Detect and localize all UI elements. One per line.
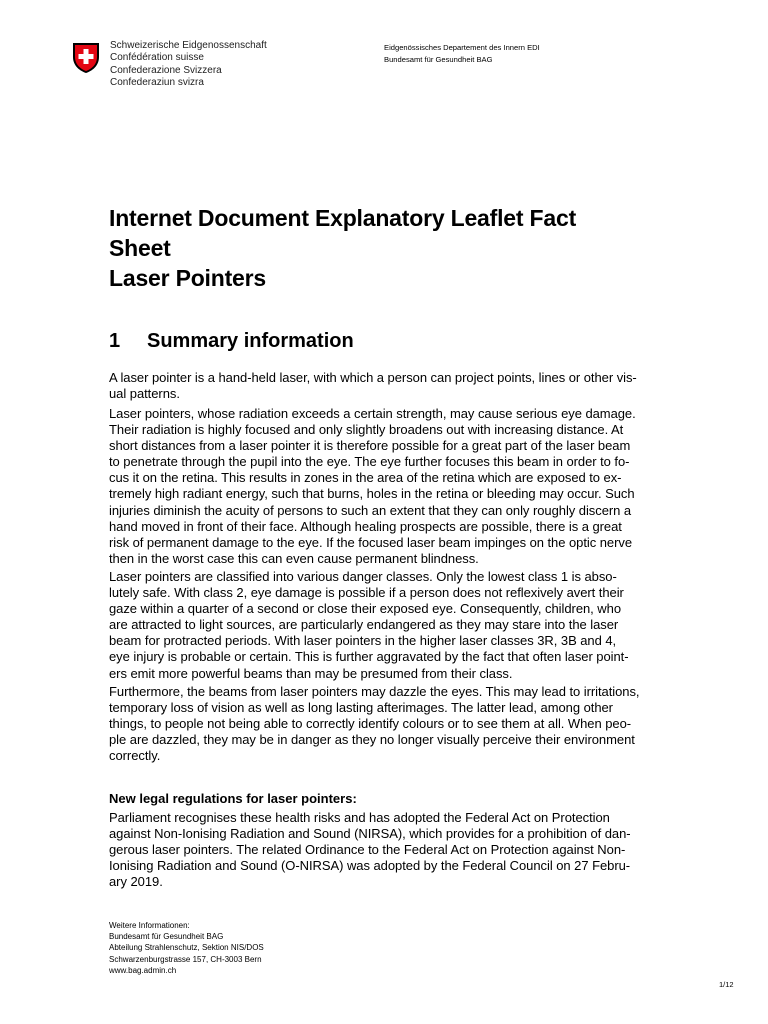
paragraph-line: hand moved in front of their face. Although healing prospects are possible, there is a great <box>109 518 622 534</box>
paragraph-3 <box>109 569 699 682</box>
confederation-names <box>110 40 267 90</box>
paragraph-line: ual patterns. <box>109 386 180 402</box>
paragraph-line: A laser pointer is a hand-held laser, with which a person can project points, lines or other vis- <box>109 370 637 385</box>
paragraph-line: are attracted to light sources, are particularly endangered as they may stare into the laser <box>109 617 619 633</box>
paragraph-line: risk of permanent damage to the eye. If the focused laser beam impinges on the optic nerve <box>109 534 633 550</box>
paragraph-line: to penetrate through the pupil into the eye. The eye further focuses this beam in order to fo- <box>109 454 630 470</box>
paragraph-line: tremely high radiant energy, such that burns, holes in the retina or bleeding may occur. Such <box>109 486 635 502</box>
paragraph-line: Laser pointers are classified into various danger classes. Only the lowest class 1 is abso- <box>109 569 617 584</box>
paragraph-line: against Non-Ionising Radiation and Sound (NIRSA), which provides for a prohibition of dan- <box>109 826 631 842</box>
department-name: Eidgenössisches Departement des Innern EDI <box>384 43 540 52</box>
regulations-paragraph <box>109 810 699 890</box>
paragraph-line: ary 2019. <box>109 874 163 890</box>
paragraph-line: beam for protracted periods. With laser pointers in the higher laser classes 3R, 3B and 4, <box>109 633 617 649</box>
page-header <box>70 38 710 108</box>
paragraph-line: gerous laser pointers. The related Ordinance to the Federal Act on Protection against Non- <box>109 842 626 858</box>
paragraph-line: temporary loss of vision as well as long lasting afterimages. The latter lead, among other <box>109 700 613 716</box>
section-title: Summary information <box>147 330 354 352</box>
confederation-name-de: Schweizerische Eidgenossenschaft <box>110 40 267 51</box>
footer-line: Schwarzenburgstrasse 157, CH-3003 Bern <box>109 954 262 964</box>
paragraph-line: things, to people not being able to correctly identify colours or to see them at all. When peo- <box>109 716 632 732</box>
regulations-heading: New legal regulations for laser pointers: <box>109 791 357 806</box>
paragraph-line: injuries diminish the acuity of persons to such an extent that they can only roughly discern a <box>109 502 632 518</box>
confederation-name-it: Confederazione Svizzera <box>110 64 222 76</box>
paragraph-line: gaze within a quarter of a second or close their exposed eye. Consequently, children, who <box>109 601 622 617</box>
paragraph-line: correctly. <box>109 748 161 764</box>
paragraph-line: lutely safe. With class 2, eye damage is possible if a person does not reflexively avert their <box>109 585 624 601</box>
footer-line: Abteilung Strahlenschutz, Sektion NIS/DOS <box>109 943 264 953</box>
department-block <box>384 42 540 67</box>
document-title <box>109 203 709 293</box>
footer-line: Weitere Informationen: <box>109 921 190 930</box>
paragraph-line: Parliament recognises these health risks and has adopted the Federal Act on Protection <box>109 810 610 825</box>
paragraph-line: Ionising Radiation and Sound (O-NIRSA) was adopted by the Federal Council on 27 Febru- <box>109 858 631 874</box>
paragraph-line: short distances from a laser pointer it is therefore possible for a great part of the laser beam <box>109 438 631 454</box>
title-line: Sheet <box>109 235 171 261</box>
title-line: Laser Pointers <box>109 265 266 291</box>
paragraph-line: cus it on the retina. This results in zones in the area of the retina which are exposed to ex- <box>109 470 622 486</box>
swiss-coat-of-arms-icon <box>72 42 100 74</box>
footer-website-link[interactable]: www.bag.admin.ch <box>109 965 177 975</box>
footer-contact-info <box>109 920 264 976</box>
confederation-name-rm: Confederaziun svizra <box>110 77 204 89</box>
paragraph-line: ple are dazzled, they may be in danger as they no longer visually perceive their environment <box>109 732 635 748</box>
title-line: Internet Document Explanatory Leaflet Fact <box>109 205 577 231</box>
paragraph-line: Their radiation is highly focused and only slightly broadens out with increasing distance. At <box>109 422 624 438</box>
office-name: Bundesamt für Gesundheit BAG <box>384 55 493 65</box>
section-heading <box>109 328 354 354</box>
paragraph-line: Laser pointers, whose radiation exceeds a certain strength, may cause serious eye damage. <box>109 406 636 421</box>
swiss-confederation-logo <box>70 38 270 100</box>
paragraph-line: then in the worst case this can even cause permanent blindness. <box>109 550 479 566</box>
confederation-name-fr: Confédération suisse <box>110 52 204 64</box>
paragraph-line: ers emit more powerful beams than may be presumed from their class. <box>109 665 513 681</box>
footer-line: Bundesamt für Gesundheit BAG <box>109 932 224 942</box>
paragraph-line: Furthermore, the beams from laser pointers may dazzle the eyes. This may lead to irritations, <box>109 684 640 699</box>
paragraph-line: eye injury is probable or certain. This is further aggravated by the fact that often laser point- <box>109 649 629 665</box>
paragraph-1 <box>109 370 699 402</box>
paragraph-2 <box>109 406 699 567</box>
page-number: 1/12 <box>719 980 734 989</box>
paragraph-4 <box>109 684 699 764</box>
section-number: 1 <box>109 330 121 352</box>
